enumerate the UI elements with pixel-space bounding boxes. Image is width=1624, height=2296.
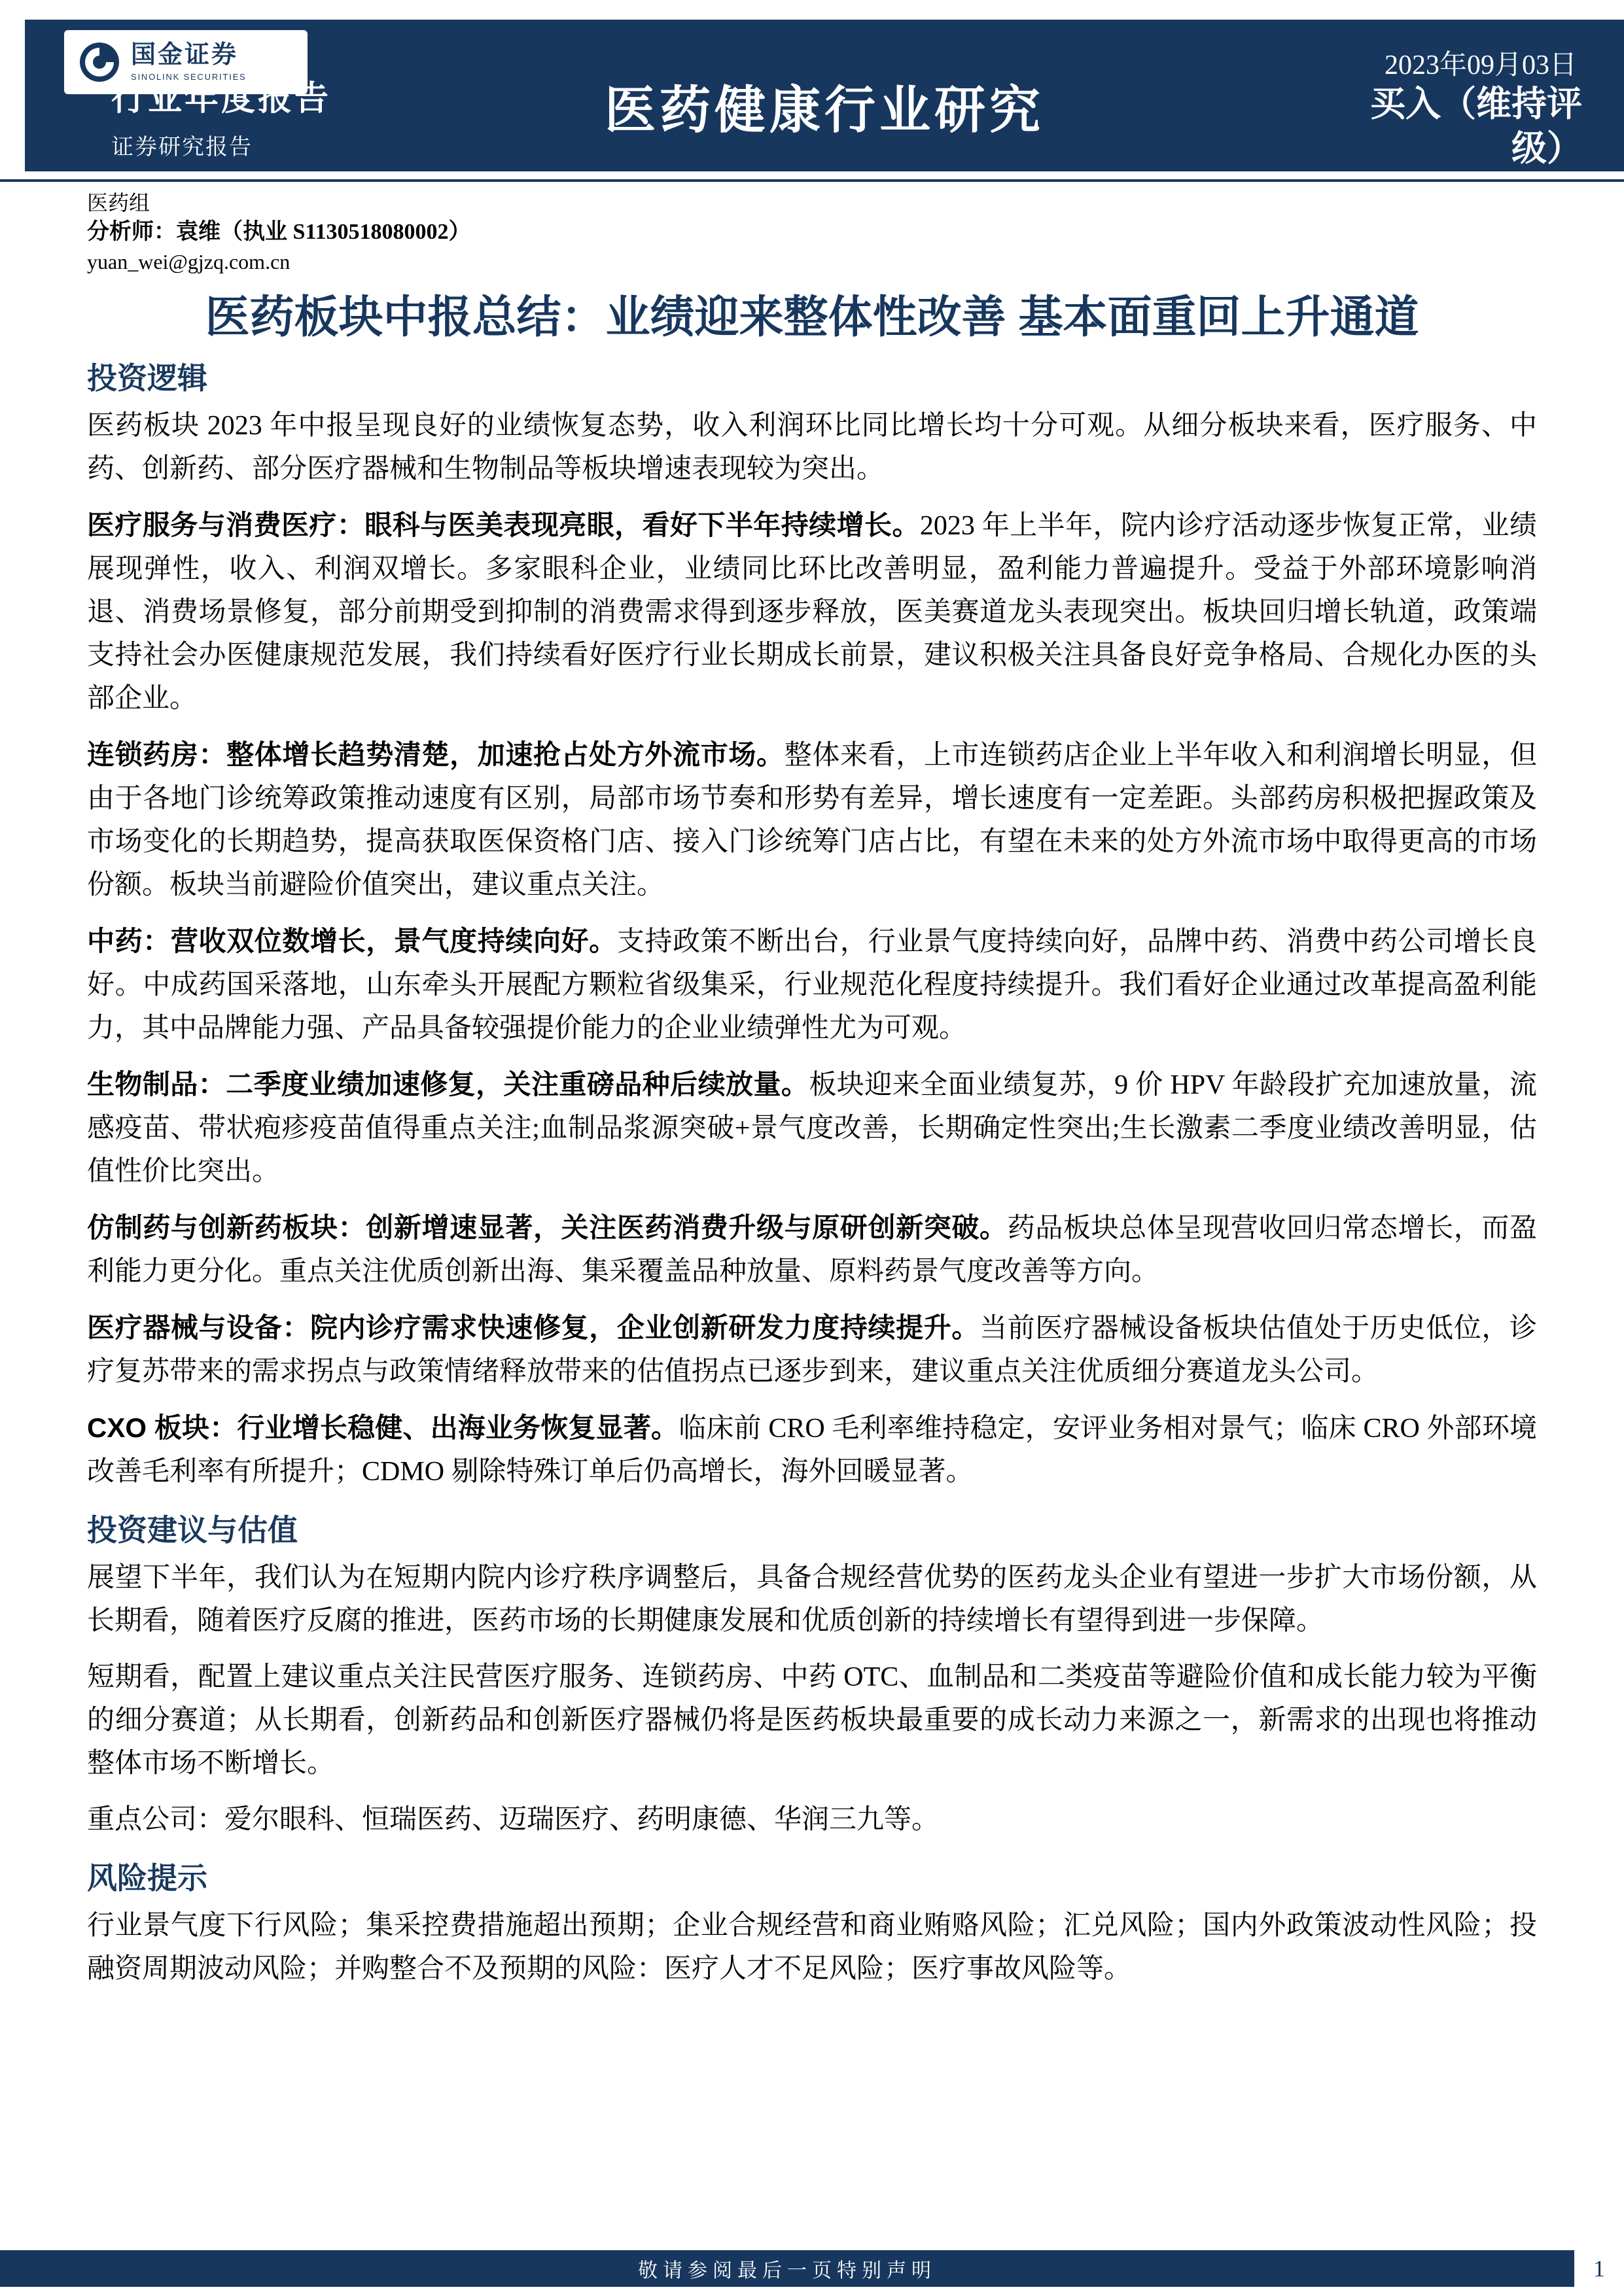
page-footer [0, 2250, 1624, 2287]
body-paragraph: CXO 板块：行业增长稳健、出海业务恢复显著。临床前 CRO 毛利率维持稳定，安评业务相对景气；临床 CRO 外部环境改善毛利率有所提升；CDMO 剔除特殊订单后仍高增长，海外回暖显著。 [87, 1412, 1538, 1487]
body-paragraph: 重点公司：爱尔眼科、恒瑞医药、迈瑞医疗、药明康德、华润三九等。 [87, 1805, 940, 1835]
section-heading-3: 风险提示 [87, 1861, 207, 1895]
body-paragraph: 仿制药与创新药板块：创新增速显著，关注医药消费升级与原研创新突破。药品板块总体呈现营收回归常态增长，而盈利能力更分化。重点关注优质创新出海、集采覆盖品种放量、原料药景气度改善等方向。 [87, 1212, 1537, 1287]
report-content [87, 188, 1537, 2004]
report-date: 2023年09月03日 [1384, 50, 1577, 80]
paragraph-lead: 仿制药与创新药板块：创新增速显著，关注医药消费升级与原研创新突破。 [87, 1212, 1008, 1243]
analyst-email-link[interactable]: yuan_wei@gjzq.com.cn [87, 250, 291, 273]
footer-disclaimer-text: 敬请参阅最后一页特别声明 [638, 2260, 936, 2282]
body-paragraph: 展望下半年，我们认为在短期内院内诊疗秩序调整后，具备合规经营优势的医药龙头企业有望进一步扩大市场份额，从长期看，随着医疗反腐的推进，医药市场的长期健康发展和优质创新的持续增长有望得到进一步保障。 [87, 1563, 1537, 1636]
report-type-block [111, 71, 331, 161]
document-title: 医药板块中报总结：业绩迎来整体性改善 基本面重回上升通道 [205, 292, 1419, 342]
section-heading-2: 投资建议与估值 [87, 1513, 298, 1547]
body-paragraph: 医疗器械与设备：院内诊疗需求快速修复，企业创新研发力度持续提升。当前医疗器械设备板块估值处于历史低位，诊疗复苏带来的需求拐点与政策情绪释放带来的估值拐点已逐步到来，建议重点关注优质细分赛道龙头公司。 [87, 1312, 1537, 1387]
paragraph-lead: 中药：营收双位数增长，景气度持续向好。 [87, 926, 617, 956]
paragraph-lead: 医疗器械与设备：院内诊疗需求快速修复，企业创新研发力度持续提升。 [87, 1312, 980, 1343]
rating-badge: 买入（维持评级） [1370, 84, 1582, 168]
report-sections [87, 360, 1537, 1991]
analyst-name-line: 分析师：袁维（执业 S1130518080002） [87, 220, 471, 244]
report-series-title: 医药健康行业研究 [604, 81, 1044, 139]
report-type-label: 行业年度报告 [111, 80, 332, 118]
paragraph-lead: 医疗服务与消费医疗：眼科与医美表现亮眼，看好下半年持续增长。 [87, 510, 920, 540]
body-paragraph: 中药：营收双位数增长，景气度持续向好。支持政策不断出台，行业景气度持续向好，品牌中药、消费中药公司增长良好。中成药国采落地，山东牵头开展配方颗粒省级集采，行业规范化程度持续提升。我们看好企业通过改革提高盈利能力，其中品牌能力强、产品具备较强提价能力的企业业绩弹性尤为可观。 [87, 926, 1537, 1043]
paragraph-lead: 生物制品：二季度业绩加速修复，关注重磅品种后续放量。 [87, 1069, 809, 1100]
paragraph-lead: 连锁药房：整体增长趋势清楚，加速抢占处方外流市场。 [87, 739, 785, 770]
paragraph-lead: CXO 板块：行业增长稳健、出海业务恢复显著。 [87, 1412, 679, 1443]
body-paragraph: 连锁药房：整体增长趋势清楚，加速抢占处方外流市场。整体来看，上市连锁药店企业上半年收入和利润增长明显，但由于各地门诊统筹政策推动速度有区别，局部市场节奏和形势有差异，增长速度有一定差距。头部药房积极把握政策及市场变化的长期趋势，提高获取医保资格门店、接入门诊统筹门店占比，有望在未来的处方外流市场中取得更高的市场份额。板块当前避险价值突出，建议重点关注。 [87, 739, 1537, 900]
body-paragraph: 医疗服务与消费医疗：眼科与医美表现亮眼，看好下半年持续增长。2023 年上半年，院内诊疗活动逐步恢复正常，业绩展现弹性，收入、利润双增长。多家眼科企业，业绩同比环比改善明显，盈利能力普遍提升。受益于外部环境影响消退、消费场景修复，部分前期受到抑制的消费需求得到逐步释放，医美赛道龙头表现突出。板块回归增长轨道，政策端支持社会办医健康规范发展，我们持续看好医疗行业长期成长前景，建议积极关注具备良好竞争格局、合规化办医的头部企业。 [87, 510, 1537, 714]
report-header [25, 20, 1624, 171]
logo-en-text: SINOLINK SECURITIES [131, 71, 247, 82]
body-paragraph: 行业景气度下行风险；集采控费措施超出预期；企业合规经营和商业贿赂风险；汇兑风险；国内外政策波动性风险；投融资周期波动风险；并购整合不及预期的风险：医疗人才不足风险；医疗事故风险等。 [87, 1911, 1537, 1984]
body-paragraph: 医药板块 2023 年中报呈现良好的业绩恢复态势，收入利润环比同比增长均十分可观。从细分板块来看，医疗服务、中药、创新药、部分医疗器械和生物制品等板块增速表现较为突出。 [87, 411, 1537, 484]
body-paragraph: 生物制品：二季度业绩加速修复，关注重磅品种后续放量。板块迎来全面业绩复苏，9 价 HPV 年龄段扩充加速放量，流感疫苗、带状疱疹疫苗值得重点关注;血制品浆源突破+景气度改善，长期确定性突出;生长激素二季度业绩改善明显，估值性价比突出。 [87, 1069, 1537, 1187]
body-paragraph: 短期看，配置上建议重点关注民营医疗服务、连锁药房、中药 OTC、血制品和二类疫苗等避险价值和成长能力较为平衡的细分赛道；从长期看，创新药品和创新医疗器械仍将是医药板块最重要的成长动力来源之一，新需求的出现也将推动整体市场不断增长。 [87, 1662, 1537, 1779]
analyst-group: 医药组 [87, 191, 150, 215]
header-divider [0, 179, 1624, 182]
footer-disclaimer-bar [0, 2250, 1574, 2287]
report-subtype-label: 证券研究报告 [111, 135, 253, 160]
page-number: 1 [1593, 2255, 1605, 2282]
analyst-block [87, 188, 1537, 276]
logo-cn-text: 国金证券 [131, 41, 239, 69]
section-heading-1: 投资逻辑 [87, 361, 207, 395]
